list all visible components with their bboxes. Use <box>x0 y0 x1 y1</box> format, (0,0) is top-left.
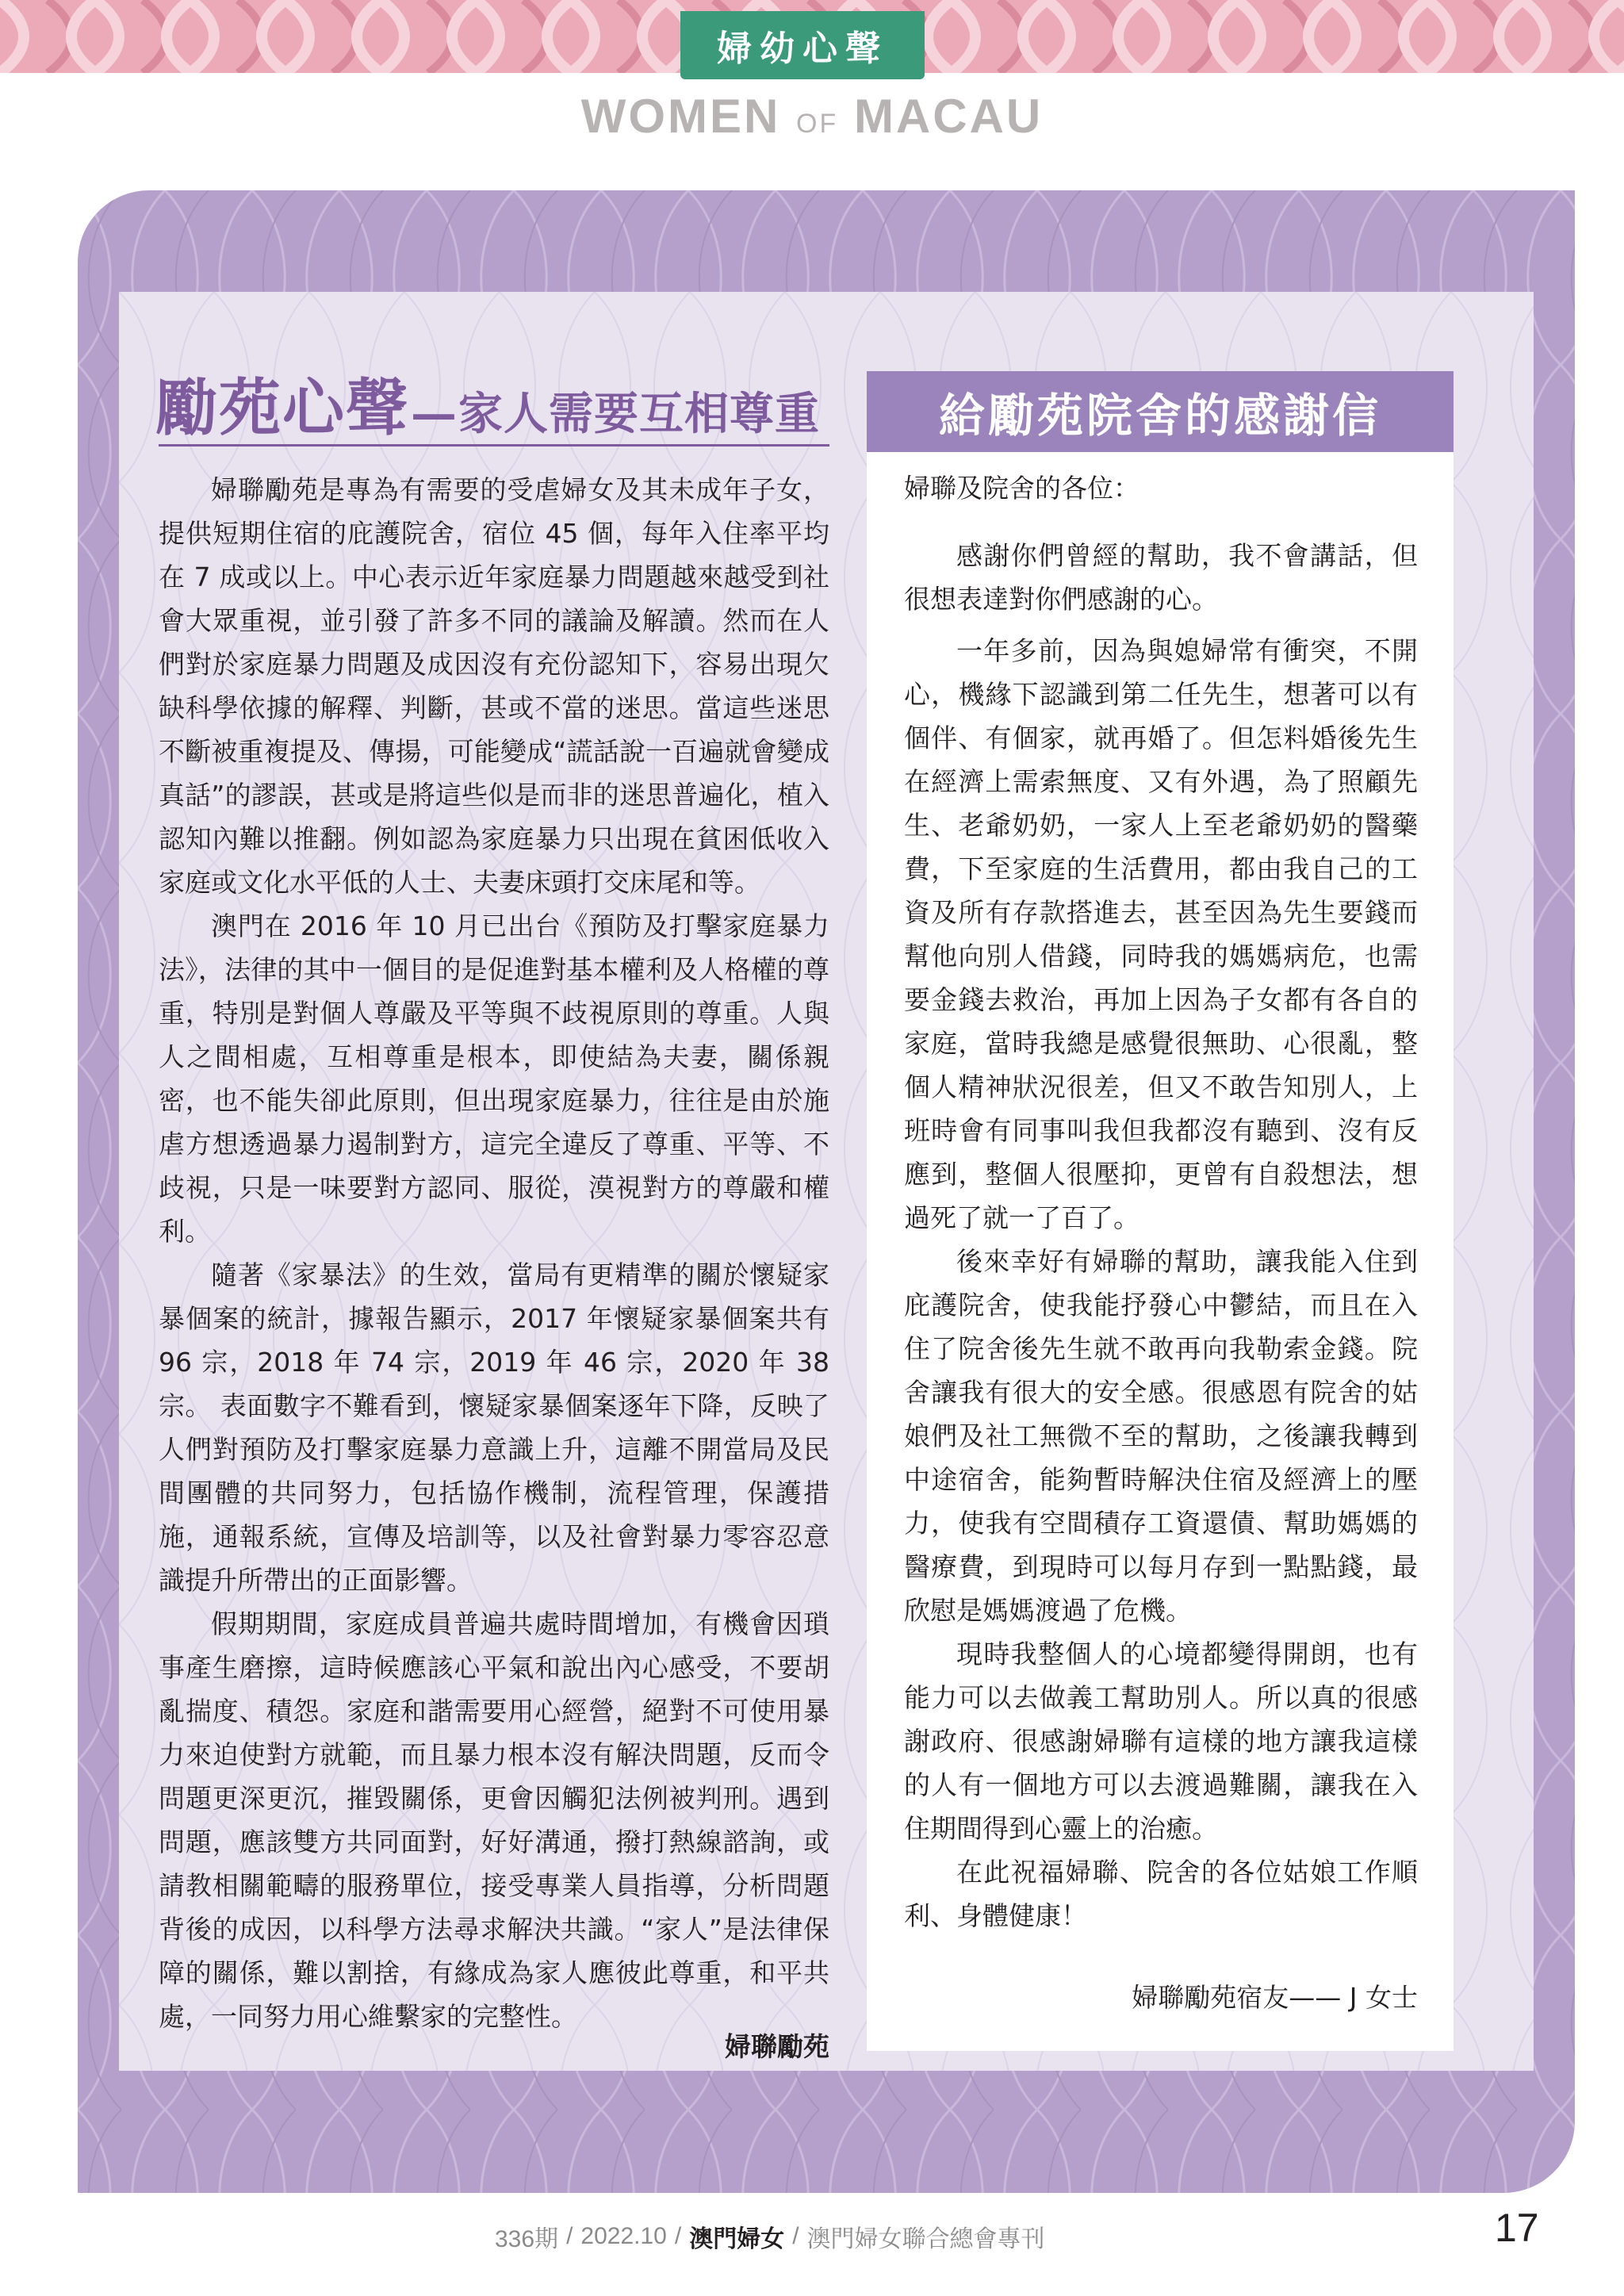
article-signature: 婦聯勵苑 <box>725 2031 829 2062</box>
article-title <box>155 358 829 447</box>
letter-signature: 婦聯勵苑宿友—— J 女士 <box>1132 1982 1418 2013</box>
article-title-dash: — <box>411 386 458 440</box>
letter-paragraph: 現時我整個人的心境都變得開朗，也有能力可以去做義工幫助別人。所以真的很感謝政府、很感謝婦聯有這樣的地方讓我這樣的人有一個地方可以去渡過難關，讓我在入住期間得到心靈上的治癒。 <box>904 1639 1418 1844</box>
letter-paragraph: 感謝你們曾經的幫助，我不會講話，但很想表達對你們感謝的心。 <box>904 540 1418 615</box>
letter-salutation: 婦聯及院舍的各位： <box>904 473 1139 504</box>
letter-paragraph: 在此祝福婦聯、院舍的各位姑娘工作順利、身體健康！ <box>904 1857 1418 1931</box>
masthead-macau: MACAU <box>853 90 1044 143</box>
article-paragraph: 婦聯勵苑是專為有需要的受虐婦女及其未成年子女，提供短期住宿的庇護院舍，宿位 45 個，每年入住率平均在 7 成或以上。中心表示近年家庭暴力問題越來越受到社會大眾重視，並引發了許多不同的議論及解讀。然而在人們對於家庭暴力問題及成因沒有充份認知下，容易出現欠缺科學依據的解釋、判斷，甚或不當的迷思。當這些迷思不斷被重複提及、傳揚，可能變成“謊話說一百遍就會變成真話”的謬誤，甚或是將這些似是而非的迷思普遍化，植入認知內難以推翻。例如認為家庭暴力只出現在貧困低收入家庭或文化水平低的人士、夫妻床頭打交床尾和等。 <box>159 474 829 898</box>
footer-separator: / <box>792 2223 799 2249</box>
article-body <box>159 468 829 2038</box>
letter-paragraph: 後來幸好有婦聯的幫助，讓我能入住到庇護院舍，使我能抒發心中鬱結，而且在入住了院舍後先生就不敢再向我勒索金錢。院舍讓我有很大的安全感。很感恩有院舍的姑娘們及社工無微不至的幫助，之後讓我轉到中途宿舍，能夠暫時解決住宿及經濟上的壓力，使我有空間積存工資還債、幫助媽媽的醫療費，到現時可以每月存到一點點錢，最欣慰是媽媽渡過了危機。 <box>904 1246 1418 1626</box>
page-footer <box>495 2217 1045 2256</box>
letter-paragraph: 一年多前，因為與媳婦常有衝突，不開心，機緣下認識到第二任先生，想著可以有個伴、有個家，就再婚了。但怎料婚後先生在經濟上需索無度、又有外遇，為了照顧先生、老爺奶奶，一家人上至老爺奶奶的醫藥費，下至家庭的生活費用，都由我自己的工資及所有存款搭進去，甚至因為先生要錢而幫他向別人借錢，同時我的媽媽病危，也需要金錢去救治，再加上因為子女都有各自的家庭，當時我總是感覺很無助、心很亂，整個人精神狀況很差，但又不敢告知別人，上班時會有同事叫我但我都沒有聽到、沒有反應到，整個人很壓抑，更曾有自殺想法，想過死了就一了百了。 <box>904 635 1418 1233</box>
footer-separator: / <box>566 2223 573 2249</box>
letter-title: 給勵苑院舍的感謝信 <box>867 371 1454 452</box>
footer-publisher: 澳門婦女聯合總會專刊 <box>806 2226 1045 2252</box>
article-title-sub: 家人需要互相尊重 <box>458 388 821 440</box>
section-tab: 婦幼心聲 <box>680 11 925 79</box>
masthead-logo <box>0 89 1624 152</box>
footer-issue: 336期 <box>495 2226 559 2252</box>
title-underline <box>159 444 829 447</box>
letter-body <box>904 466 1418 1938</box>
article-paragraph: 澳門在 2016 年 10 月已出台《預防及打擊家庭暴力法》，法律的其中一個目的是促進對基本權利及人格權的尊重，特別是對個人尊嚴及平等與不歧視原則的尊重。人與人之間相處，互相尊重是根本，即使結為夫妻，關係親密，也不能失卻此原則，但出現家庭暴力，往往是由於施虐方想透過暴力遏制對方，這完全違反了尊重、平等、不歧視，只是一味要對方認同、服從，漠視對方的尊嚴和權利。 <box>159 910 829 1247</box>
footer-separator: / <box>674 2223 682 2249</box>
footer-publication: 澳門婦女 <box>689 2226 785 2252</box>
article-paragraph: 隨著《家暴法》的生效，當局有更精準的關於懷疑家暴個案的統計，據報告顯示，2017 年懷疑家暴個案共有 96 宗，2018 年 74 宗，2019 年 46 宗，2020 年 38 宗。 表面數字不難看到，懷疑家暴個案逐年下降，反映了人們對預防及打擊家庭暴力意識上升，這離不開當局及民間團體的共同努力，包括協作機制，流程管理，保護措施，通報系統，宣傳及培訓等，以及社會對暴力零容忍意識提升所帶出的正面影響。 <box>159 1259 829 1596</box>
page-number: 17 <box>1495 2206 1539 2250</box>
article-paragraph: 假期期間，家庭成員普遍共處時間增加，有機會因瑣事產生磨擦，這時候應該心平氣和說出內心感受，不要胡亂揣度、積怨。家庭和諧需要用心經營，絕對不可使用暴力來迫使對方就範，而且暴力根本沒有解決問題，反而令問題更深更沉，摧毀關係，更會因觸犯法例被判刑。遇到問題，應該雙方共同面對，好好溝通，撥打熱線諮詢，或請教相關範疇的服務單位，接受專業人員指導，分析問題背後的成因，以科學方法尋求解決共識。“家人”是法律保障的關係，難以割捨，有緣成為家人應彼此尊重，和平共處，一同努力用心維繫家的完整性。 <box>159 1608 829 2032</box>
masthead-of: OF <box>796 109 839 139</box>
masthead-women: WOMEN <box>580 90 781 143</box>
article-title-main: 勵苑心聲 <box>155 372 410 444</box>
footer-date: 2022.10 <box>580 2223 667 2249</box>
